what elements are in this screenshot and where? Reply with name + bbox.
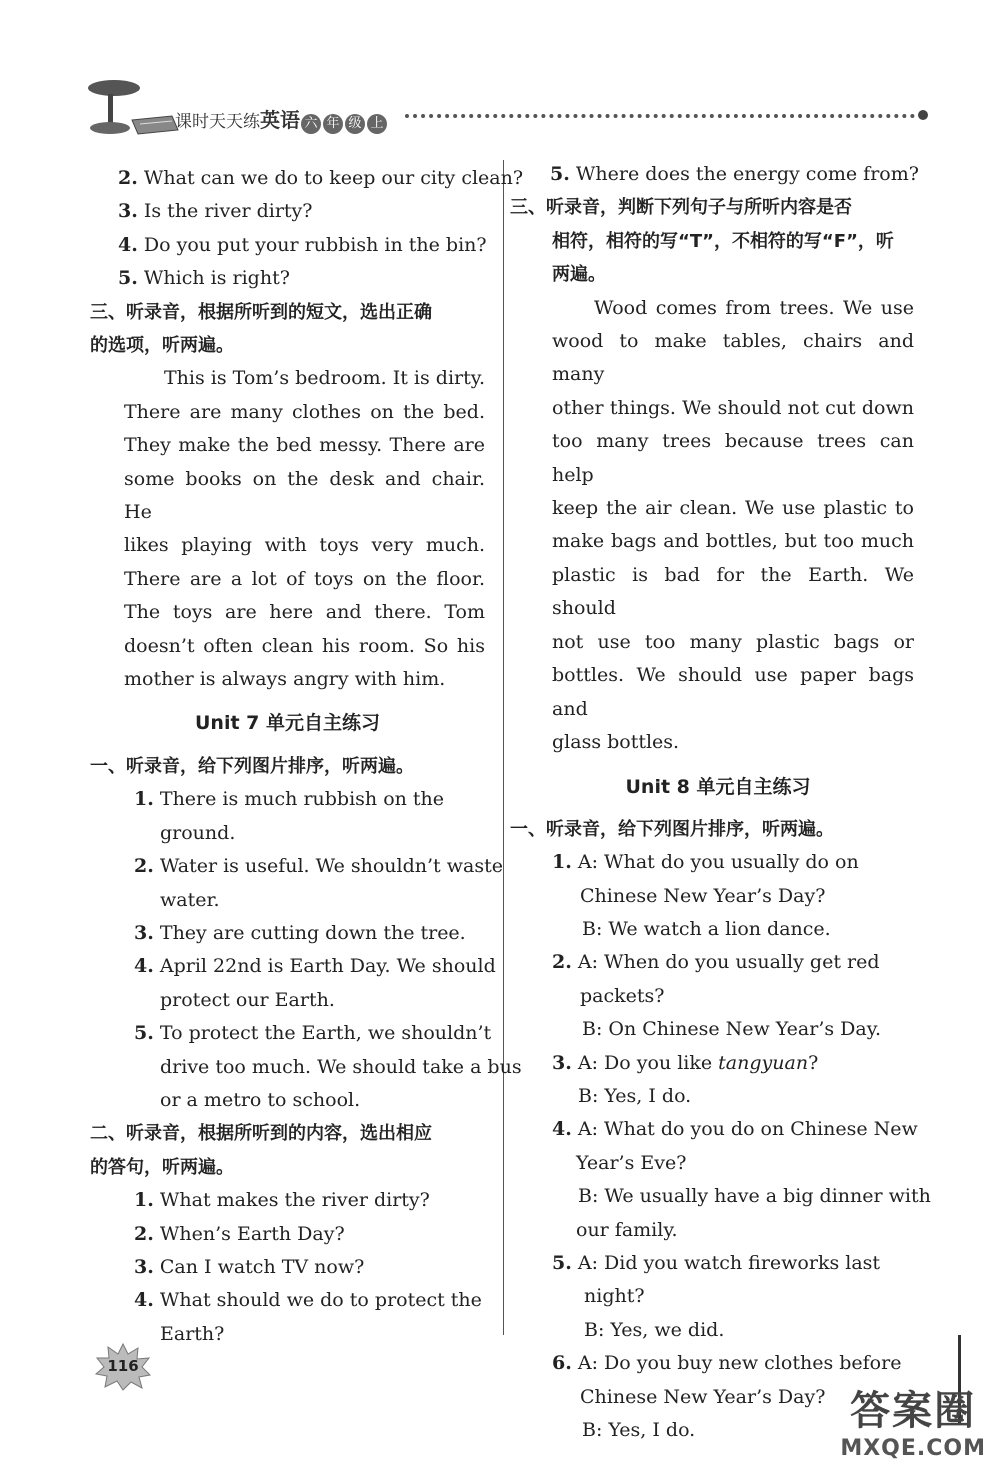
list-item-answer: B: We watch a lion dance.: [582, 917, 831, 940]
list-item: 2. Water is useful. We shouldn’t waste: [134, 855, 503, 878]
list-item-cont: our family.: [576, 1218, 678, 1241]
list-item: 2. A: When do you usually get red: [552, 951, 880, 974]
passage-line: glass bottles.: [552, 730, 680, 753]
list-item: 4. A: What do you do on Chinese New: [552, 1118, 918, 1141]
list-item: 2. What can we do to keep our city clean?: [118, 167, 524, 189]
list-item-cont: ground.: [160, 821, 236, 844]
list-item: 5. To protect the Earth, we shouldn’t: [134, 1022, 492, 1045]
section-heading-cont: 相符，相符的写“T”，不相符的写“F”，听: [552, 230, 894, 252]
list-item-cont: Year’s Eve?: [576, 1151, 687, 1174]
column-divider: [503, 160, 504, 1335]
header-dotted-rule: [405, 114, 915, 118]
passage-line: wood to make tables, chairs and many: [552, 330, 914, 386]
list-item-cont: night?: [584, 1285, 645, 1308]
passage-line: make bags and bottles, but too much: [552, 530, 914, 553]
list-item-cont: packets?: [580, 984, 665, 1007]
list-item: 5. Where does the energy come from?: [550, 163, 919, 185]
passage-line: bottles. We should use paper bags and: [552, 664, 914, 720]
passage-line: keep the air clean. We use plastic to: [552, 497, 914, 520]
passage-line: likes playing with toys very much.: [124, 534, 485, 557]
list-item-answer: B: On Chinese New Year’s Day.: [582, 1018, 881, 1041]
passage-line: mother is always angry with him.: [124, 668, 446, 691]
page-number-badge: [92, 1342, 154, 1392]
list-item: 4. Do you put your rubbish in the bin?: [118, 233, 487, 256]
passage-line: some books on the desk and chair. He: [124, 467, 485, 524]
list-item-answer: B: We usually have a big dinner with: [578, 1185, 931, 1208]
section-heading: 一、听录音，给下列图片排序，听两遍。: [510, 818, 834, 840]
section-heading: 三、听录音，根据所听到的短文，选出正确: [90, 301, 432, 323]
list-item: 3. A: Do you like tangyuan?: [552, 1051, 819, 1074]
list-item: 1. What makes the river dirty?: [134, 1189, 430, 1212]
list-item: 6. A: Do you buy new clothes before: [552, 1352, 902, 1375]
passage-line: They make the bed messy. There are: [124, 434, 485, 457]
passage-line: There are a lot of toys on the floor.: [124, 567, 485, 590]
section-heading: 一、听录音，给下列图片排序，听两遍。: [90, 755, 414, 777]
section-heading: 三、听录音，判断下列句子与所听内容是否: [510, 197, 852, 219]
section-heading-cont: 的答句，听两遍。: [90, 1156, 234, 1178]
list-item-cont: drive too much. We should take a bus: [160, 1055, 522, 1078]
list-item: 1. There is much rubbish on the: [134, 788, 445, 811]
site-watermark: 答案圈 MXQE.COM: [840, 1388, 986, 1461]
list-item-cont: or a metro to school.: [160, 1088, 361, 1111]
list-item: 2. When’s Earth Day?: [134, 1222, 345, 1245]
passage-line: There are many clothes on the bed.: [124, 400, 485, 423]
passage-line: This is Tom’s bedroom. It is dirty.: [164, 367, 486, 390]
left-column: [90, 162, 524, 1351]
list-item-cont: Chinese New Year’s Day?: [580, 884, 826, 907]
page-number: 116: [107, 1357, 139, 1375]
passage-line: doesn’t often clean his room. So his: [124, 634, 485, 657]
list-item-answer: B: Yes, I do.: [578, 1084, 692, 1107]
list-item-cont: water.: [160, 888, 220, 911]
list-item: 3. They are cutting down the tree.: [134, 921, 466, 944]
passage-line: too many trees because trees can help: [552, 430, 914, 486]
list-item: 3. Is the river dirty?: [118, 200, 313, 223]
section-heading-cont: 的选项，听两遍。: [90, 335, 234, 357]
passage-line: not use too many plastic bags or: [552, 630, 914, 653]
list-item: 4. What should we do to protect the: [134, 1289, 482, 1312]
passage-line: other things. We should not cut down: [552, 396, 914, 419]
passage-line: Wood comes from trees. We use: [594, 296, 914, 319]
section-heading-cont: 两遍。: [552, 264, 606, 286]
unit-title: Unit 7 单元自主练习: [195, 711, 380, 734]
list-item: 5. A: Did you watch fireworks last: [552, 1252, 881, 1274]
list-item-cont: Chinese New Year’s Day?: [580, 1385, 826, 1408]
list-item: 4. April 22nd is Earth Day. We should: [134, 955, 496, 978]
header-title: 课时天天练英语 六 年 级 上: [175, 104, 388, 134]
list-item-cont: Earth?: [160, 1322, 225, 1345]
desk-lamp-icon: [80, 76, 180, 138]
header-rule-end-dot: [918, 110, 928, 120]
page-header: [70, 76, 930, 146]
passage-line: plastic is bad for the Earth. We should: [552, 563, 914, 620]
list-item: 1. A: What do you usually do on: [552, 851, 859, 874]
list-item: 3. Can I watch TV now?: [134, 1256, 365, 1278]
unit-title: Unit 8 单元自主练习: [625, 776, 811, 799]
list-item-answer: B: Yes, I do.: [582, 1419, 696, 1442]
list-item-cont: protect our Earth.: [160, 988, 335, 1011]
list-item: 5. Which is right?: [118, 267, 290, 290]
passage-line: The toys are here and there. Tom: [124, 601, 485, 624]
list-item-answer: B: Yes, we did.: [584, 1318, 725, 1341]
section-heading: 二、听录音，根据所听到的内容，选出相应: [90, 1123, 432, 1145]
